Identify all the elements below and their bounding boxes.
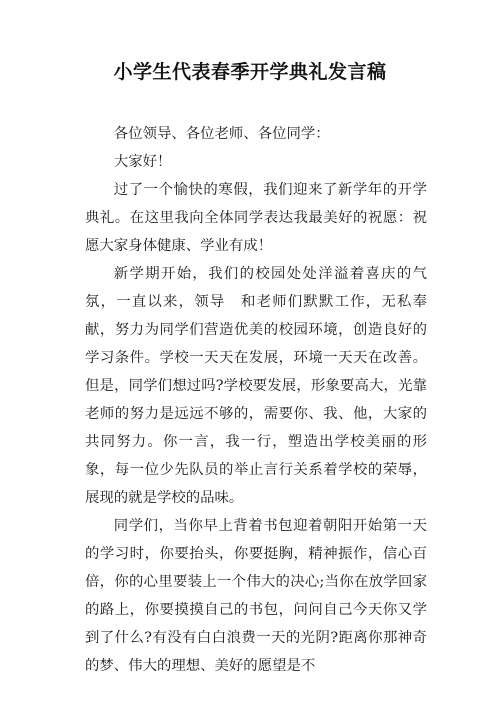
paragraph-school-development: 新学期开始，我们的校园处处洋溢着喜庆的气氛，一直以来，领导 和老师们默默工作，无私奉献，努力为同学们营造优美的校园环境，创造良好的学习条件。学校一天天在发展，环境一天天在改善。但是，同学们想过吗?学校要发展，形象要高大，光靠老师的努力是远远不够的，需要你、我、他，大家的共同努力。你一言，我一行，塑造出学校美丽的形象，每一位少先队员的举止言行关系着学校的荣辱，展现的就是学校的品味。 [85,266,427,506]
document-body [85,120,427,680]
paragraph-opening: 过了一个愉快的寒假，我们迎来了新学年的开学典礼。在这里我向全体同学表达我最美好的祝愿：祝愿大家身体健康、学业有成！ [85,182,427,254]
paragraph-daily-study: 同学们，当你早上背着书包迎着朝阳开始第一天的学习时，你要抬头，你要挺胸，精神振作，信心百倍，你的心里要装上一个伟大的决心;当你在放学回家的路上，你要摸摸自己的书包，问问自己今天你又学到了什么?有没有白白浪费一天的光阴?距离你那神奇的梦、伟大的理想、美好的愿望是不 [85,518,427,674]
paragraph-greeting: 大家好！ [113,154,172,170]
document-title: 小学生代表春季开学典礼发言稿 [113,61,387,83]
paragraph-salutation: 各位领导、各位老师、各位同学： [113,126,330,142]
